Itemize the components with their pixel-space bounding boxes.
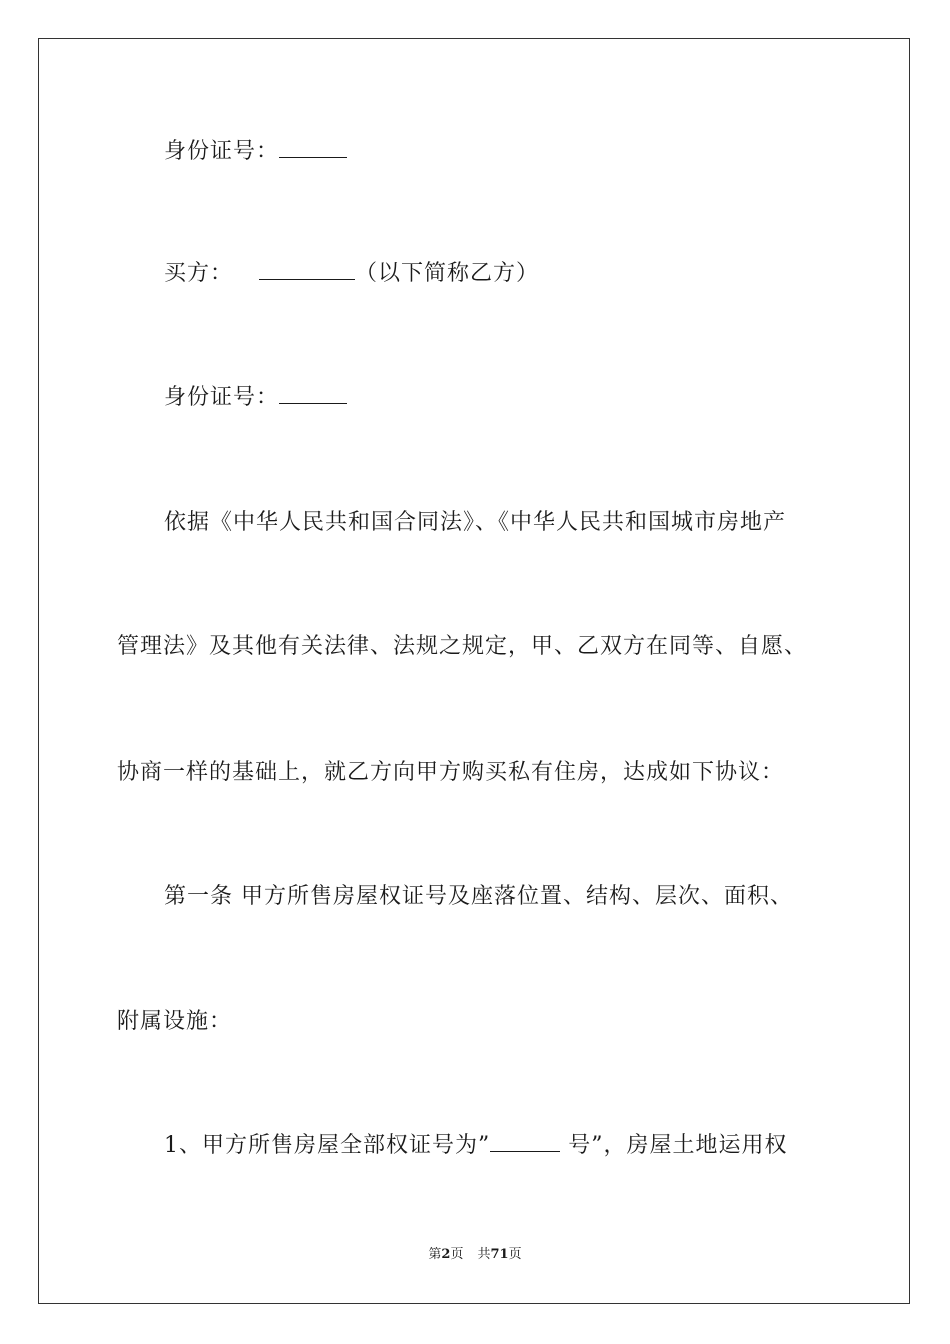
- seller-id-line: [164, 137, 347, 167]
- total-suffix: 页: [508, 1247, 522, 1262]
- paragraph-line: 管理法》及其他有关法律、法规之规定，甲、乙双方在同等、自愿、: [117, 634, 808, 659]
- total-prefix: 共: [477, 1247, 491, 1262]
- page-number: 2: [441, 1247, 451, 1262]
- buyer-label: 买方：: [164, 261, 234, 286]
- item-line: [164, 1131, 788, 1161]
- page-suffix: 页: [450, 1247, 464, 1262]
- paragraph-line: 依据《中华人民共和国合同法》、《中华人民共和国城市房地产: [164, 510, 787, 535]
- buyer-line: [164, 259, 539, 289]
- seller-id-blank: [279, 137, 347, 158]
- article-line: 第一条 甲方所售房屋权证号及座落位置、结构、层次、面积、: [164, 884, 793, 909]
- buyer-id-blank: [279, 383, 347, 404]
- buyer-suffix: （以下简称乙方）: [355, 261, 540, 286]
- item1-prefix: 1、甲方所售房屋全部权证号为”: [164, 1133, 491, 1158]
- certificate-number-blank: [490, 1131, 560, 1152]
- buyer-id-label: 身份证号：: [164, 385, 280, 410]
- buyer-id-line: [164, 383, 347, 413]
- paragraph-line: 协商一样的基础上，就乙方向甲方购买私有住房，达成如下协议：: [117, 760, 785, 785]
- page-footer: [0, 1246, 950, 1264]
- item1-suffix: 号”，房屋土地运用权: [560, 1133, 788, 1158]
- article-line: 附属设施：: [117, 1009, 233, 1034]
- seller-id-label: 身份证号：: [164, 139, 280, 164]
- page-prefix: 第: [428, 1247, 442, 1262]
- total-pages: 71: [490, 1247, 509, 1262]
- page-border: [38, 38, 910, 1304]
- buyer-name-blank: [259, 259, 355, 280]
